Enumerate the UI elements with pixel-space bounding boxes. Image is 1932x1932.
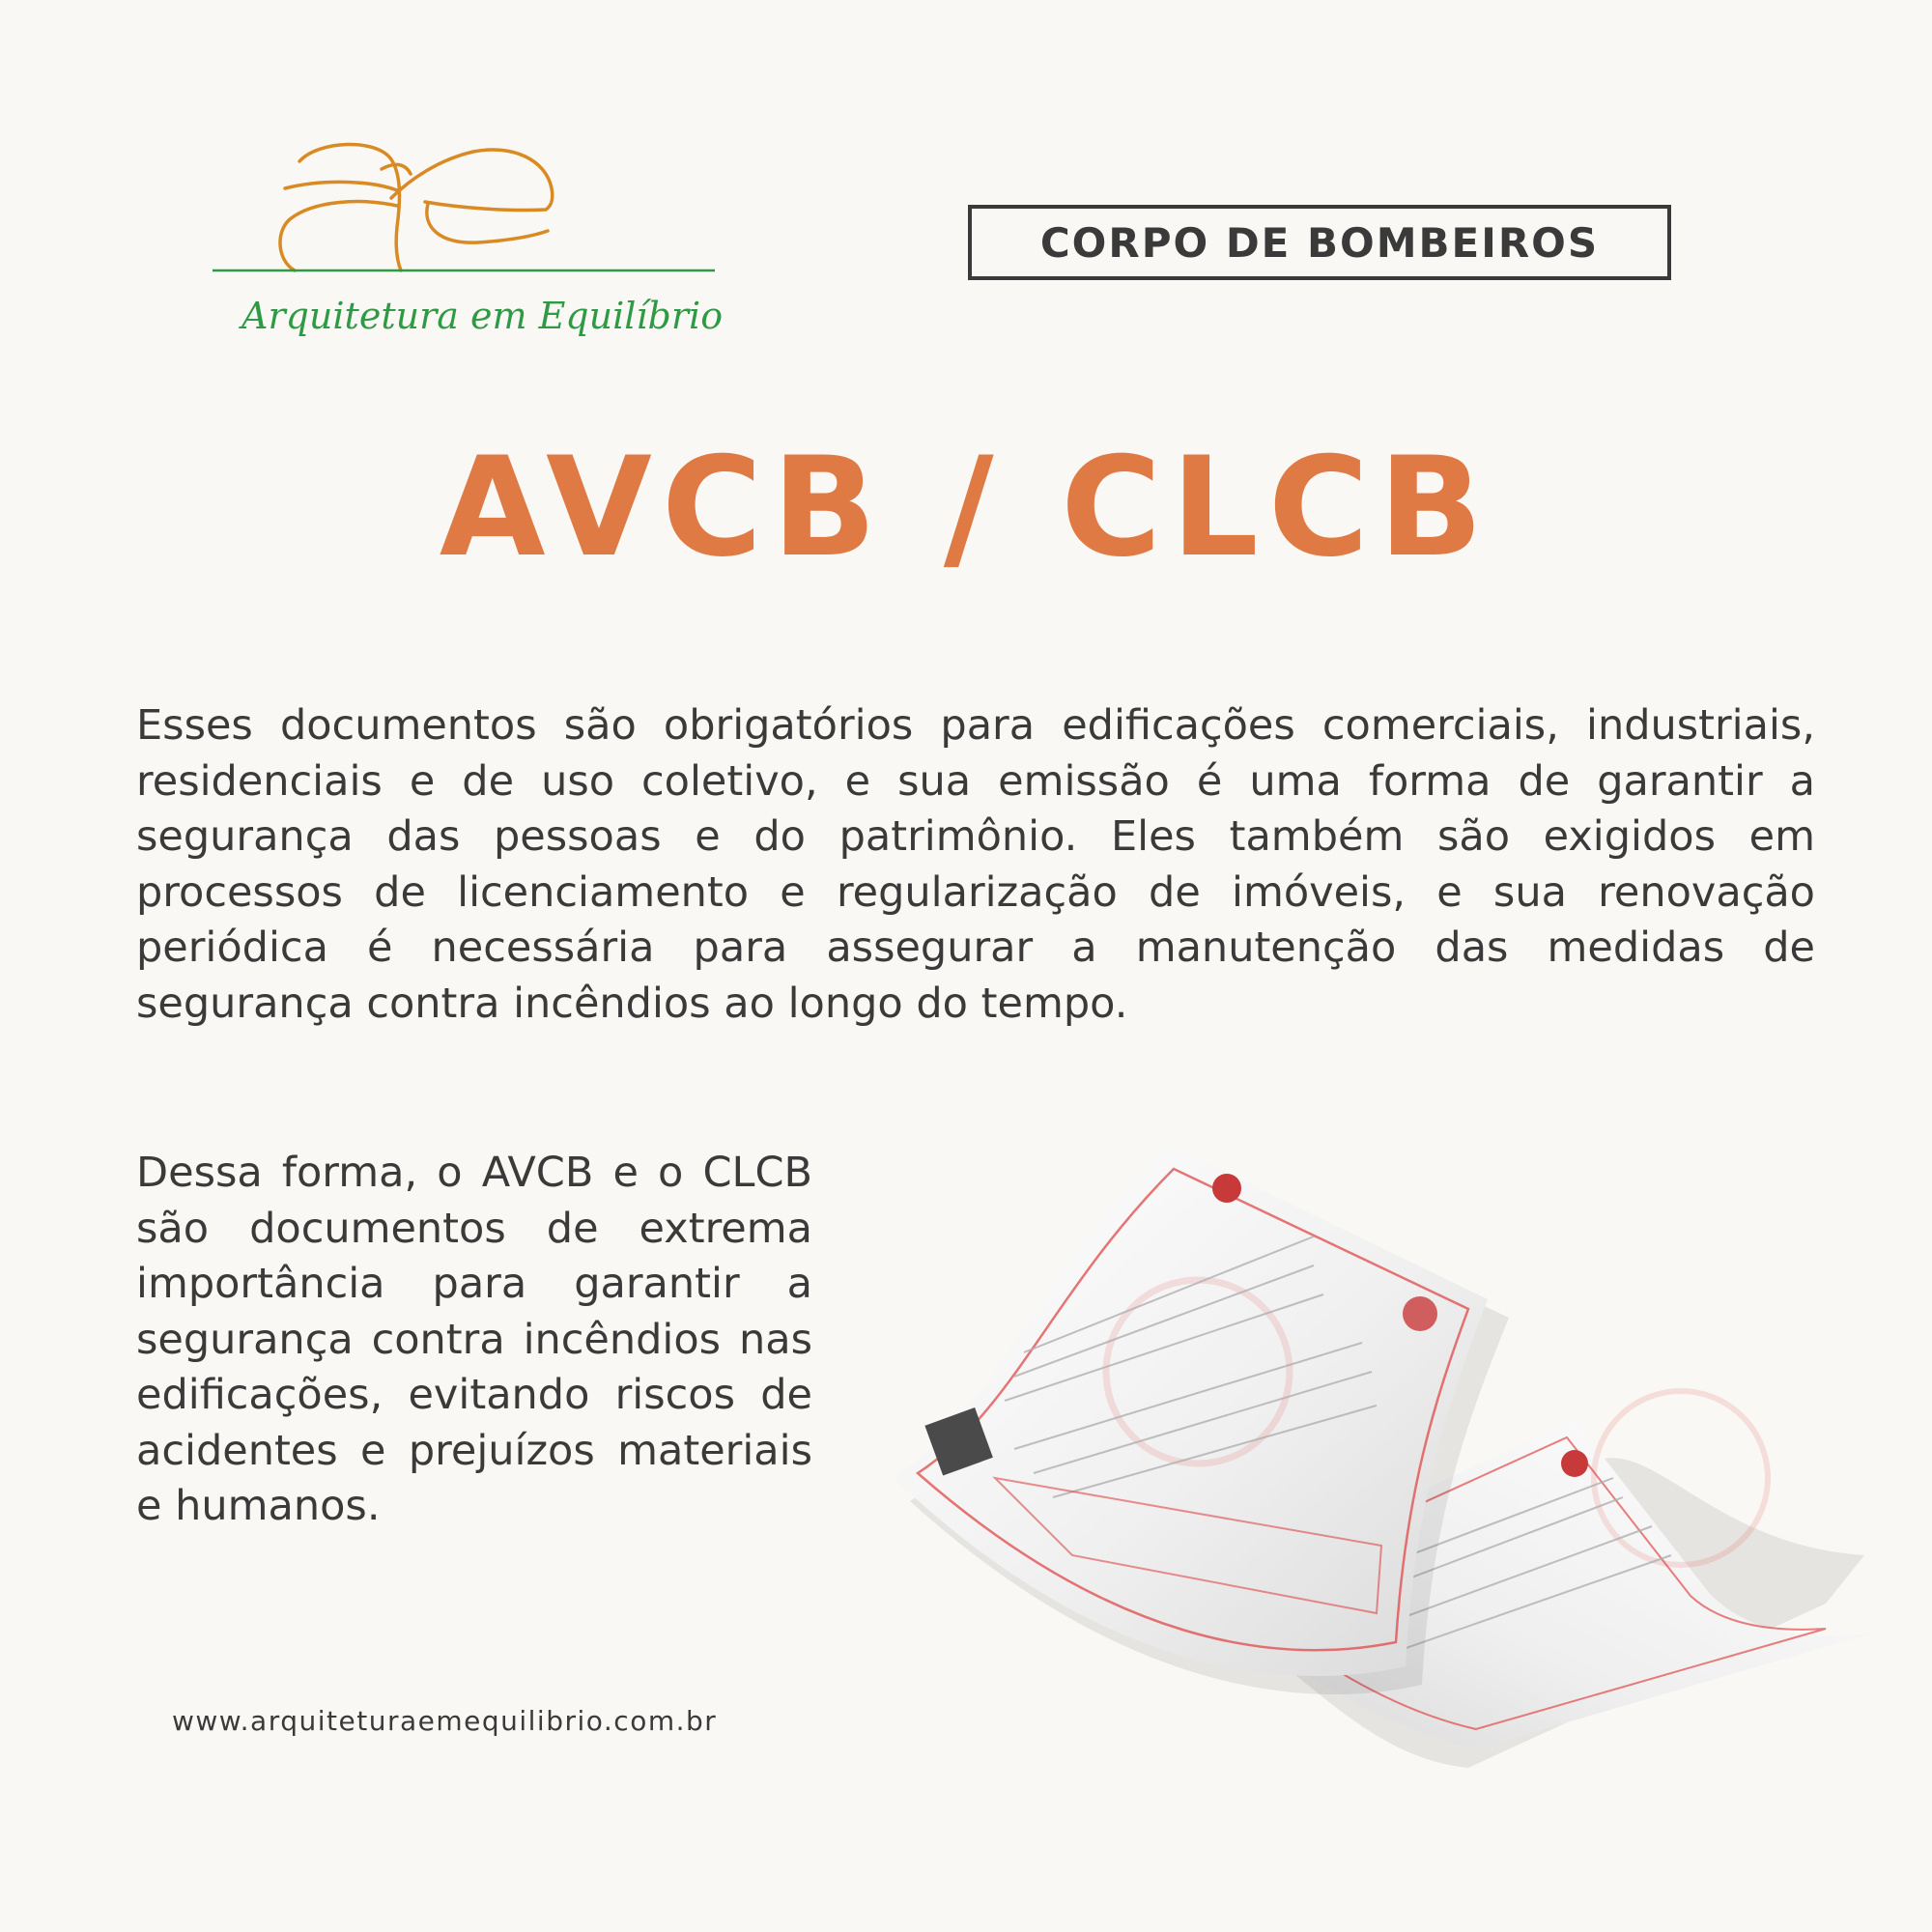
ae-monogram-logo <box>208 130 729 362</box>
conclusion-paragraph: Dessa forma, o AVCB e o CLCB são documentos de extrema importância para garantir a segurança contra incêndios nas edificações, evitando riscos de acidentes e prejuízos materiais e humanos. <box>136 1149 812 1530</box>
intro-paragraph: Esses documentos são obrigatórios para edificações comerciais, industriais, residenciais e de uso coletivo, e sua emissão é uma forma de garantir a segurança das pessoas e do patrimônio. Eles também são exigidos em processos de licenciamento e regularização de imóveis, e sua renovação periódica é necessária para assegurar a manutenção das medidas de segurança contra incêndios ao longo do tempo. <box>136 701 1815 1028</box>
category-tag: CORPO DE BOMBEIROS <box>968 205 1671 280</box>
certificate-front <box>894 1145 1509 1694</box>
page-title: AVCB / CLCB <box>439 428 1493 587</box>
brand-logo <box>208 130 729 362</box>
website-url[interactable]: www.arquiteturaemequilibrio.com.br <box>172 1705 718 1737</box>
certificate-documents-icon <box>879 1130 1903 1768</box>
logo-signature: Arquitetura em Equilíbrio <box>242 295 724 337</box>
ae-monogram-icon <box>280 144 553 270</box>
